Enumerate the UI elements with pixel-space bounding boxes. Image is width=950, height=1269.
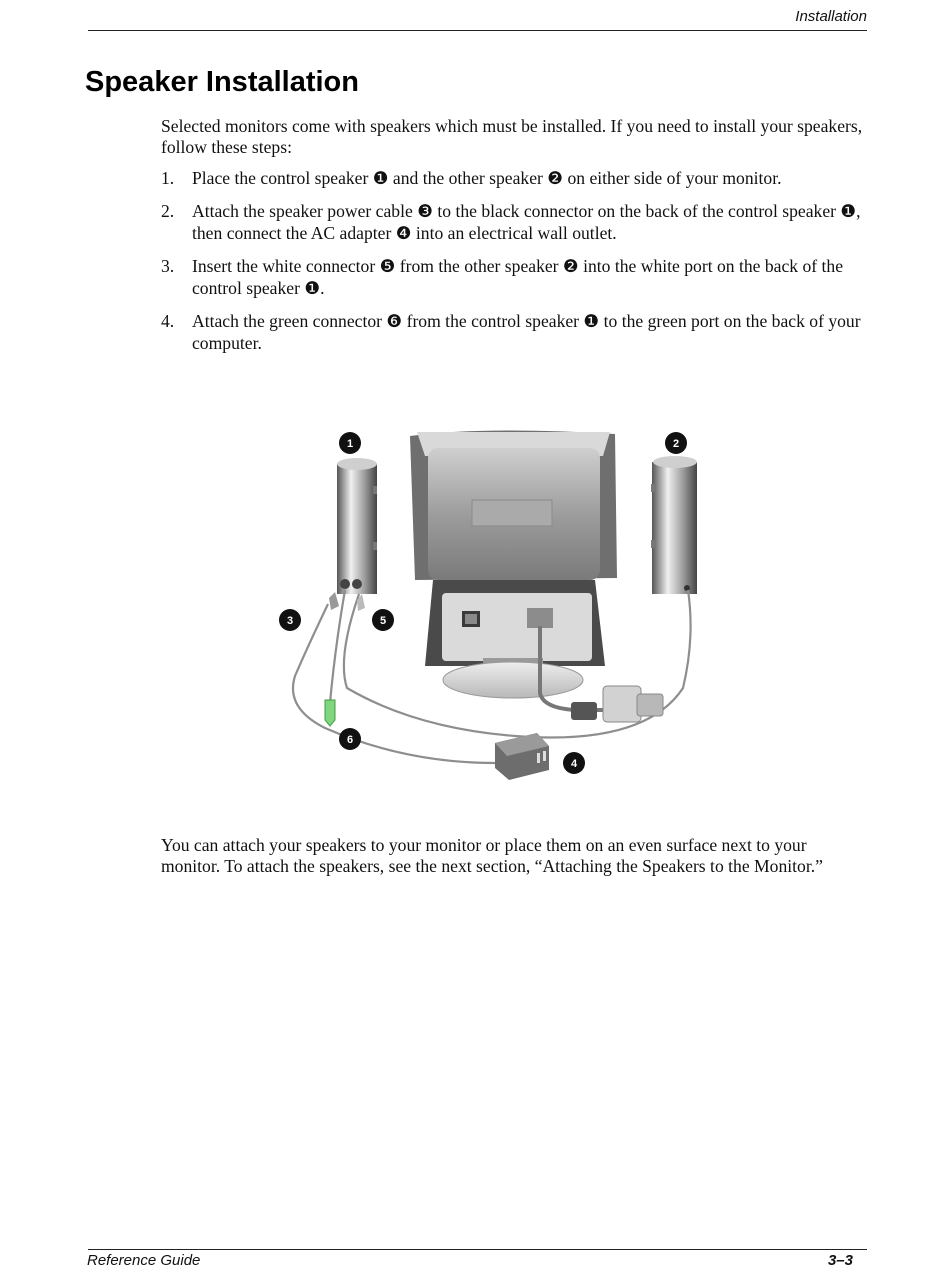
callout-6 bbox=[339, 728, 361, 750]
callout-5 bbox=[372, 609, 394, 631]
intro-paragraph: Selected monitors come with speakers which must be installed. If you need to install your speakers, follow these steps: bbox=[161, 116, 863, 157]
footer-guide-title: Reference Guide bbox=[87, 1252, 201, 1269]
step-number: 1. bbox=[161, 168, 175, 188]
callout-3 bbox=[279, 609, 301, 631]
step-number: 3. bbox=[161, 256, 175, 276]
callout-1 bbox=[339, 432, 361, 454]
step-item bbox=[161, 167, 867, 189]
callout-5-label: 5 bbox=[379, 615, 387, 627]
other-speaker-illustration bbox=[651, 456, 697, 594]
callout-3-label: 3 bbox=[286, 615, 294, 627]
step-text: Insert the white connector ❺ from the other speaker ❷ into the white port on the back of the control speaker ❶. bbox=[192, 256, 844, 298]
control-speaker-illustration bbox=[337, 458, 377, 594]
callout-6-label: 6 bbox=[346, 734, 354, 746]
green-connector bbox=[325, 700, 335, 726]
callout-2-label: 2 bbox=[672, 438, 680, 450]
speaker-installation-illustration bbox=[265, 408, 763, 788]
steps-list bbox=[161, 167, 867, 365]
callout-4-label: 4 bbox=[570, 758, 578, 770]
callout-4 bbox=[563, 752, 585, 774]
monitor-illustration bbox=[410, 430, 617, 698]
step-text: Attach the speaker power cable ❸ to the black connector on the back of the control speaker ❶, then connect the AC adapter ❹ into an electrical wall outlet. bbox=[192, 201, 861, 243]
step-item bbox=[161, 310, 867, 354]
video-connector bbox=[571, 686, 663, 722]
page-title: Speaker Installation bbox=[85, 66, 359, 98]
ac-adapter-illustration bbox=[495, 733, 549, 780]
callout-1-label: 1 bbox=[346, 438, 354, 450]
header-rule bbox=[88, 30, 867, 31]
step-text: Attach the green connector ❻ from the control speaker ❶ to the green port on the back of your computer. bbox=[192, 311, 861, 353]
footer-rule bbox=[88, 1249, 867, 1250]
running-header: Installation bbox=[795, 8, 867, 25]
step-item bbox=[161, 200, 867, 244]
step-number: 2. bbox=[161, 201, 175, 221]
step-text: Place the control speaker ❶ and the other speaker ❷ on either side of your monitor. bbox=[192, 168, 782, 188]
step-number: 4. bbox=[161, 311, 175, 331]
speaker-installation-figure bbox=[265, 408, 763, 788]
callout-2 bbox=[665, 432, 687, 454]
page-number: 3–3 bbox=[827, 1252, 853, 1269]
step-item bbox=[161, 255, 867, 299]
closing-paragraph: You can attach your speakers to your monitor or place them on an even surface next to your monitor. To attach the speakers, see the next section, “Attaching the Speakers to the Monitor.” bbox=[161, 835, 823, 876]
